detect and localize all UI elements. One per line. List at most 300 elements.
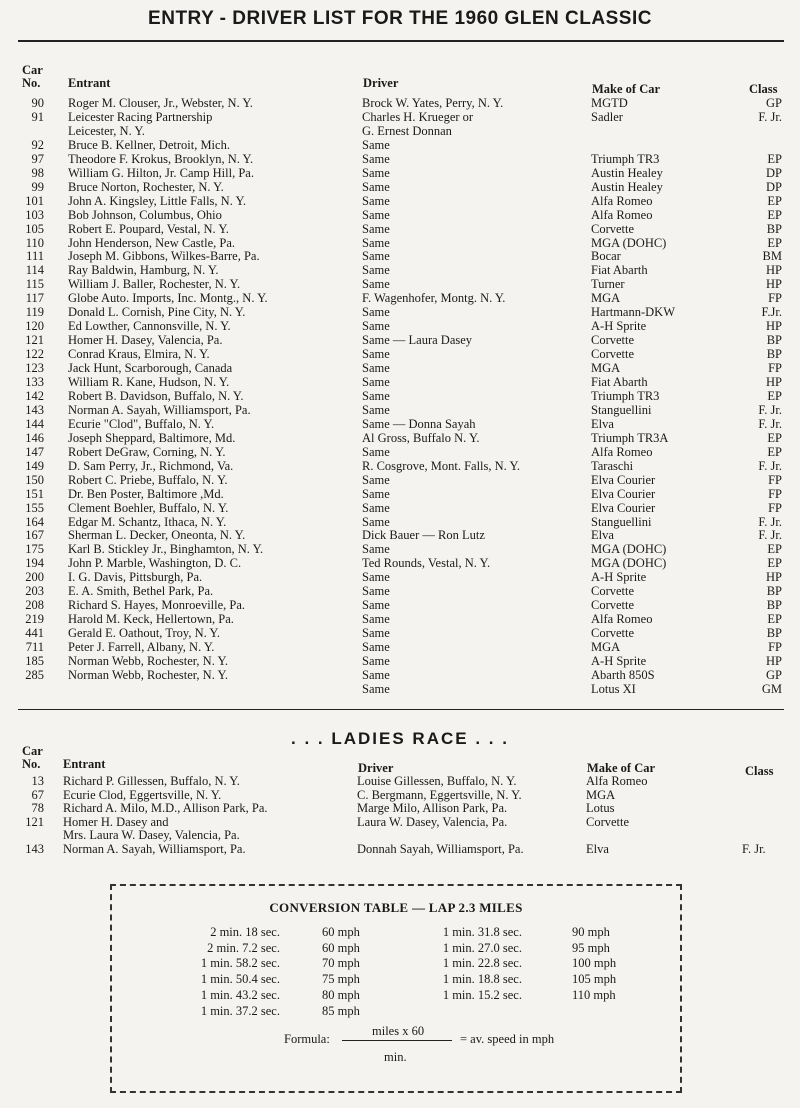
make-cell: Corvette bbox=[591, 221, 635, 236]
make-cell: Austin Healey bbox=[591, 179, 663, 194]
driver-cell: Same bbox=[362, 402, 390, 417]
class-cell: FP bbox=[768, 472, 782, 487]
driver-cell: Same bbox=[362, 388, 390, 403]
car-number: 200 bbox=[25, 570, 44, 585]
entrant-cell: Mrs. Laura W. Dasey, Valencia, Pa. bbox=[63, 828, 240, 843]
ladies-header-make: Make of Car bbox=[587, 761, 656, 775]
class-cell: HP bbox=[766, 319, 782, 334]
table-row bbox=[0, 459, 800, 474]
make-cell: Bocar bbox=[591, 249, 621, 264]
entrant-cell: Norman A. Sayah, Williamsport, Pa. bbox=[63, 842, 246, 856]
car-number: 155 bbox=[25, 500, 44, 515]
table-row bbox=[0, 152, 800, 167]
driver-cell: Same bbox=[362, 347, 390, 362]
make-cell: Triumph TR3A bbox=[591, 430, 669, 445]
lap-time: 1 min. 37.2 sec. bbox=[200, 1003, 280, 1018]
car-number: 150 bbox=[25, 472, 44, 487]
car-number: 114 bbox=[25, 263, 44, 278]
conversion-row bbox=[112, 940, 680, 956]
driver-cell: Same bbox=[362, 249, 390, 264]
make-cell: Sadler bbox=[591, 109, 623, 124]
car-number: 151 bbox=[25, 486, 44, 501]
table-row bbox=[0, 431, 800, 446]
class-cell: BP bbox=[766, 584, 782, 599]
header-entrant: Entrant bbox=[68, 76, 111, 90]
table-row bbox=[0, 333, 800, 348]
table-row bbox=[0, 626, 800, 641]
class-cell: FP bbox=[768, 486, 782, 501]
driver-cell: C. Bergmann, Eggertsville, N. Y. bbox=[357, 787, 522, 802]
header-class: Class bbox=[749, 82, 778, 96]
table-row bbox=[0, 389, 800, 404]
conversion-table bbox=[110, 884, 682, 1093]
class-cell: FP bbox=[768, 500, 782, 515]
class-cell: EP bbox=[767, 388, 782, 403]
driver-cell: Same bbox=[362, 486, 390, 501]
entrant-cell: I. G. Davis, Pittsburgh, Pa. bbox=[68, 570, 203, 585]
conversion-row bbox=[112, 1003, 680, 1019]
driver-cell: Brock W. Yates, Perry, N. Y. bbox=[362, 96, 504, 110]
driver-cell: Same bbox=[362, 514, 390, 529]
table-row bbox=[0, 528, 800, 543]
lap-time: 1 min. 22.8 sec. bbox=[442, 956, 522, 971]
table-row bbox=[0, 501, 800, 516]
entrant-cell: Karl B. Stickley Jr., Binghamton, N. Y. bbox=[68, 542, 264, 557]
speed-mph: 100 mph bbox=[572, 956, 617, 971]
entrant-cell: Leicester, N. Y. bbox=[68, 123, 145, 138]
table-row bbox=[0, 584, 800, 599]
make-cell: Stanguellini bbox=[591, 402, 652, 417]
entrant-cell: Theodore F. Krokus, Brooklyn, N. Y. bbox=[68, 151, 254, 166]
driver-cell: Same bbox=[362, 193, 390, 208]
lap-time: 1 min. 18.8 sec. bbox=[442, 972, 522, 987]
class-cell: F. Jr. bbox=[758, 402, 782, 417]
make-cell: Taraschi bbox=[591, 458, 634, 473]
driver-cell: Same bbox=[362, 598, 390, 613]
class-cell: FP bbox=[768, 640, 782, 655]
class-cell: EP bbox=[767, 235, 782, 250]
make-cell: Turner bbox=[591, 277, 625, 292]
driver-cell: Same bbox=[362, 584, 390, 599]
table-row bbox=[0, 842, 800, 857]
driver-cell: Same bbox=[362, 472, 390, 487]
car-number: 92 bbox=[31, 137, 44, 152]
car-number: 144 bbox=[25, 416, 44, 431]
car-number: 13 bbox=[31, 774, 44, 788]
make-cell: MGTD bbox=[591, 96, 628, 110]
table-row bbox=[0, 96, 800, 111]
lap-time: 2 min. 18 sec. bbox=[210, 925, 280, 939]
car-number: 147 bbox=[25, 444, 44, 459]
class-cell: GP bbox=[766, 667, 782, 682]
ladies-header-car: Car bbox=[22, 744, 43, 758]
class-cell: EP bbox=[767, 193, 782, 208]
car-number: 105 bbox=[25, 221, 44, 236]
make-cell: Lotus bbox=[586, 801, 615, 816]
class-cell: HP bbox=[766, 263, 782, 278]
driver-cell: Same bbox=[362, 221, 390, 236]
driver-cell: Dick Bauer — Ron Lutz bbox=[362, 528, 485, 543]
entrant-cell: Ray Baldwin, Hamburg, N. Y. bbox=[68, 263, 219, 278]
entrant-cell: Sherman L. Decker, Oneonta, N. Y. bbox=[68, 528, 246, 543]
entrant-cell: Donald L. Cornish, Pine City, N. Y. bbox=[68, 305, 246, 320]
table-row bbox=[0, 222, 800, 237]
table-row bbox=[0, 570, 800, 585]
driver-cell: Same bbox=[362, 375, 390, 389]
ladies-header-entrant: Entrant bbox=[63, 757, 106, 771]
make-cell: MGA bbox=[591, 361, 621, 376]
car-number: 78 bbox=[31, 801, 44, 816]
make-cell: Corvette bbox=[591, 347, 635, 362]
entrant-cell: John Henderson, New Castle, Pa. bbox=[68, 235, 235, 250]
car-number: 143 bbox=[25, 402, 44, 417]
make-cell: Corvette bbox=[591, 333, 635, 348]
entrant-cell: William R. Kane, Hudson, N. Y. bbox=[68, 375, 230, 389]
entrant-cell: Leicester Racing Partnership bbox=[68, 109, 213, 124]
table-row bbox=[0, 305, 800, 320]
class-cell: BP bbox=[766, 626, 782, 641]
entrant-cell: Ecurie Clod, Eggertsville, N. Y. bbox=[63, 787, 222, 802]
entrant-cell: Richard A. Milo, M.D., Allison Park, Pa. bbox=[63, 801, 268, 816]
car-number: 133 bbox=[25, 375, 44, 389]
car-number: 90 bbox=[31, 96, 44, 110]
entrant-cell: Bruce B. Kellner, Detroit, Mich. bbox=[68, 137, 230, 152]
table-row bbox=[0, 403, 800, 418]
driver-cell: Same bbox=[362, 277, 390, 292]
driver-cell: Same bbox=[362, 207, 390, 222]
make-cell: MGA (DOHC) bbox=[591, 556, 667, 571]
make-cell: Austin Healey bbox=[591, 165, 663, 180]
driver-cell: Same bbox=[362, 667, 390, 682]
driver-cell: Same bbox=[362, 626, 390, 641]
entrant-cell: Norman A. Sayah, Williamsport, Pa. bbox=[68, 402, 251, 417]
table-row bbox=[0, 110, 800, 125]
make-cell: Lotus XI bbox=[591, 681, 636, 696]
make-cell: Alfa Romeo bbox=[591, 207, 653, 222]
lap-time: 2 min. 7.2 sec. bbox=[207, 940, 280, 955]
car-number: 101 bbox=[25, 193, 44, 208]
driver-cell: Same bbox=[362, 654, 390, 668]
class-cell: F. Jr. bbox=[758, 514, 782, 529]
entrant-cell: Richard P. Gillessen, Buffalo, N. Y. bbox=[63, 774, 240, 788]
conversion-title: CONVERSION TABLE — LAP 2.3 MILES bbox=[269, 900, 523, 915]
class-cell: BP bbox=[766, 347, 782, 362]
entrant-cell: Gerald E. Oathout, Troy, N. Y. bbox=[68, 626, 220, 641]
entrant-cell: Peter J. Farrell, Albany, N. Y. bbox=[68, 640, 215, 655]
car-number: 110 bbox=[25, 235, 44, 250]
lap-time: 1 min. 27.0 sec. bbox=[442, 940, 522, 955]
entrant-cell: Ecurie "Clod", Buffalo, N. Y. bbox=[68, 416, 215, 431]
lap-time: 1 min. 50.4 sec. bbox=[200, 972, 280, 987]
conversion-row bbox=[112, 924, 680, 940]
car-number: 143 bbox=[25, 842, 44, 856]
speed-mph: 95 mph bbox=[572, 940, 610, 955]
entrant-cell: Norman Webb, Rochester, N. Y. bbox=[68, 654, 229, 668]
entrant-cell: Bob Johnson, Columbus, Ohio bbox=[68, 207, 222, 222]
table-row bbox=[0, 319, 800, 334]
table-row bbox=[0, 166, 800, 181]
make-cell: Alfa Romeo bbox=[591, 612, 653, 627]
table-row bbox=[0, 124, 800, 139]
driver-cell: F. Wagenhofer, Montg. N. Y. bbox=[362, 291, 506, 306]
entrant-cell: D. Sam Perry, Jr., Richmond, Va. bbox=[68, 458, 234, 473]
class-cell: F.Jr. bbox=[761, 305, 782, 320]
driver-cell: Same bbox=[362, 235, 390, 250]
make-cell: A-H Sprite bbox=[591, 654, 647, 668]
make-cell: Elva bbox=[591, 528, 614, 543]
class-cell: F. Jr. bbox=[758, 416, 782, 431]
car-number: 164 bbox=[25, 514, 44, 529]
lap-time: 1 min. 58.2 sec. bbox=[200, 956, 280, 971]
entrant-cell: Richard S. Hayes, Monroeville, Pa. bbox=[68, 598, 246, 613]
car-number: 117 bbox=[25, 291, 44, 306]
car-number: 99 bbox=[31, 179, 44, 194]
driver-cell: Same bbox=[362, 542, 390, 557]
car-number: 219 bbox=[25, 612, 44, 627]
table-row bbox=[0, 542, 800, 557]
table-row bbox=[0, 249, 800, 264]
car-number: 67 bbox=[31, 787, 44, 802]
make-cell: Triumph TR3 bbox=[591, 151, 660, 166]
table-row bbox=[0, 668, 800, 683]
driver-cell: Same — Laura Dasey bbox=[362, 333, 473, 348]
conversion-row bbox=[112, 955, 680, 971]
conversion-row bbox=[112, 971, 680, 987]
class-cell: EP bbox=[767, 430, 782, 445]
table-row bbox=[0, 180, 800, 195]
entrant-cell: Norman Webb, Rochester, N. Y. bbox=[68, 667, 229, 682]
car-number: 91 bbox=[31, 109, 44, 124]
table-row bbox=[0, 194, 800, 209]
make-cell: Triumph TR3 bbox=[591, 388, 660, 403]
lap-time: 1 min. 31.8 sec. bbox=[442, 925, 522, 939]
make-cell: Corvette bbox=[591, 626, 635, 641]
table-row bbox=[0, 208, 800, 223]
driver-cell: R. Cosgrove, Mont. Falls, N. Y. bbox=[362, 458, 521, 473]
entrant-cell: Clement Boehler, Buffalo, N. Y. bbox=[68, 500, 229, 515]
formula-denominator: min. bbox=[384, 1050, 407, 1064]
make-cell: Alfa Romeo bbox=[591, 444, 653, 459]
make-cell: MGA (DOHC) bbox=[591, 235, 667, 250]
table-row bbox=[0, 291, 800, 306]
entrant-cell: Harold M. Keck, Hellertown, Pa. bbox=[68, 612, 234, 627]
entrant-cell: Jack Hunt, Scarborough, Canada bbox=[68, 361, 233, 376]
table-row bbox=[0, 347, 800, 362]
car-number: 711 bbox=[25, 640, 44, 655]
make-cell: Elva bbox=[586, 842, 609, 856]
car-number: 97 bbox=[31, 151, 44, 166]
make-cell: Corvette bbox=[591, 598, 635, 613]
make-cell: Elva Courier bbox=[591, 486, 656, 501]
class-cell: F. Jr. bbox=[742, 842, 766, 856]
make-cell: Abarth 850S bbox=[591, 667, 655, 682]
class-cell: BP bbox=[766, 221, 782, 236]
lap-time: 1 min. 43.2 sec. bbox=[200, 987, 280, 1002]
table-row bbox=[0, 277, 800, 292]
car-number: 149 bbox=[25, 458, 44, 473]
driver-cell: Same bbox=[362, 612, 390, 627]
make-cell: Corvette bbox=[591, 584, 635, 599]
entrant-cell: Robert DeGraw, Corning, N. Y. bbox=[68, 444, 226, 459]
table-row bbox=[0, 473, 800, 488]
entrant-cell: Robert C. Priebe, Buffalo, N. Y. bbox=[68, 472, 228, 487]
make-cell: A-H Sprite bbox=[591, 570, 647, 585]
table-row bbox=[0, 361, 800, 376]
formula-numerator: miles x 60 bbox=[372, 1024, 425, 1038]
title-rule bbox=[18, 40, 784, 42]
car-number: 103 bbox=[25, 207, 44, 222]
speed-mph: 80 mph bbox=[322, 987, 360, 1002]
speed-mph: 60 mph bbox=[322, 925, 360, 939]
class-cell: F. Jr. bbox=[758, 458, 782, 473]
driver-cell: Donnah Sayah, Williamsport, Pa. bbox=[357, 842, 524, 856]
entrant-cell: Ed Lowther, Cannonsville, N. Y. bbox=[68, 319, 231, 334]
header-make: Make of Car bbox=[592, 82, 661, 96]
entrant-cell: Globe Auto. Imports, Inc. Montg., N. Y. bbox=[68, 291, 268, 306]
car-number: 146 bbox=[25, 430, 44, 445]
speed-mph: 75 mph bbox=[322, 972, 360, 987]
class-cell: BP bbox=[766, 333, 782, 348]
entrant-cell: Homer H. Dasey, Valencia, Pa. bbox=[68, 333, 223, 348]
entrant-cell: Joseph Sheppard, Baltimore, Md. bbox=[68, 430, 236, 445]
entrant-cell: Joseph M. Gibbons, Wilkes-Barre, Pa. bbox=[68, 249, 260, 264]
driver-cell: Same bbox=[362, 570, 390, 585]
driver-cell: Laura W. Dasey, Valencia, Pa. bbox=[357, 814, 508, 829]
table-row bbox=[0, 263, 800, 278]
entrant-cell: Dr. Ben Poster, Baltimore ,Md. bbox=[68, 486, 224, 501]
car-number: 119 bbox=[25, 305, 44, 320]
table-row bbox=[0, 556, 800, 571]
class-cell: HP bbox=[766, 277, 782, 292]
class-cell: EP bbox=[767, 556, 782, 571]
formula-fraction-bar bbox=[342, 1040, 452, 1041]
table-row bbox=[0, 236, 800, 251]
formula-label: Formula: bbox=[284, 1032, 330, 1046]
table-row bbox=[0, 375, 800, 390]
car-number: 285 bbox=[25, 667, 44, 682]
class-cell: BP bbox=[766, 598, 782, 613]
header-car: Car bbox=[22, 63, 43, 77]
ladies-header-driver: Driver bbox=[358, 761, 394, 775]
table-row bbox=[0, 445, 800, 460]
table-row bbox=[0, 515, 800, 530]
table-row bbox=[0, 138, 800, 153]
car-number: 115 bbox=[25, 277, 44, 292]
make-cell: Elva Courier bbox=[591, 472, 656, 487]
make-cell: A-H Sprite bbox=[591, 319, 647, 334]
driver-cell: Same bbox=[362, 263, 390, 278]
class-cell: EP bbox=[767, 542, 782, 557]
class-cell: HP bbox=[766, 654, 782, 668]
speed-mph: 70 mph bbox=[322, 956, 360, 971]
driver-cell: Same bbox=[362, 165, 390, 180]
speed-mph: 90 mph bbox=[572, 925, 610, 939]
entrant-cell: Robert E. Poupard, Vestal, N. Y. bbox=[68, 221, 229, 236]
driver-cell: G. Ernest Donnan bbox=[362, 123, 452, 138]
entrant-cell: Bruce Norton, Rochester, N. Y. bbox=[68, 179, 224, 194]
car-number: 111 bbox=[26, 249, 44, 264]
header-no: No. bbox=[22, 76, 41, 90]
conversion-row bbox=[112, 987, 680, 1003]
table-row bbox=[0, 598, 800, 613]
class-cell: F. Jr. bbox=[758, 109, 782, 124]
driver-cell: Same bbox=[362, 305, 390, 320]
car-number: 120 bbox=[25, 319, 44, 334]
class-cell: F. Jr. bbox=[758, 528, 782, 543]
make-cell: Elva bbox=[591, 416, 614, 431]
entrant-cell: Homer H. Dasey and bbox=[63, 814, 169, 829]
entrant-cell: Edgar M. Schantz, Ithaca, N. Y. bbox=[68, 514, 227, 529]
section-rule bbox=[18, 709, 784, 710]
table-row bbox=[0, 487, 800, 502]
class-cell: HP bbox=[766, 570, 782, 585]
class-cell: EP bbox=[767, 207, 782, 222]
class-cell: BM bbox=[762, 249, 782, 264]
entrant-cell: Robert B. Davidson, Buffalo, N. Y. bbox=[68, 388, 244, 403]
class-cell: EP bbox=[767, 151, 782, 166]
class-cell: FP bbox=[768, 291, 782, 306]
class-cell: EP bbox=[767, 444, 782, 459]
speed-mph: 60 mph bbox=[322, 940, 360, 955]
table-row bbox=[0, 640, 800, 655]
class-cell: FP bbox=[768, 361, 782, 376]
entrant-cell: E. A. Smith, Bethel Park, Pa. bbox=[68, 584, 214, 599]
driver-cell: Same bbox=[362, 361, 390, 376]
make-cell: MGA (DOHC) bbox=[591, 542, 667, 557]
table-row bbox=[0, 612, 800, 627]
make-cell: Corvette bbox=[586, 814, 630, 829]
car-number: 167 bbox=[25, 528, 44, 543]
speed-mph: 110 mph bbox=[572, 987, 616, 1002]
driver-cell: Al Gross, Buffalo N. Y. bbox=[362, 430, 480, 445]
class-cell: EP bbox=[767, 612, 782, 627]
driver-cell: Same — Donna Sayah bbox=[362, 416, 476, 431]
page-title: ENTRY - DRIVER LIST FOR THE 1960 GLEN CLASSIC bbox=[148, 8, 652, 29]
table-row bbox=[0, 654, 800, 669]
driver-cell: Charles H. Krueger or bbox=[362, 109, 474, 124]
table-row bbox=[0, 682, 800, 697]
class-cell: DP bbox=[766, 165, 782, 180]
speed-mph: 85 mph bbox=[322, 1003, 360, 1018]
make-cell: Hartmann-DKW bbox=[591, 305, 675, 320]
driver-cell: Same bbox=[362, 319, 390, 334]
make-cell: Elva Courier bbox=[591, 500, 656, 515]
driver-cell: Marge Milo, Allison Park, Pa. bbox=[357, 801, 508, 816]
car-number: 194 bbox=[25, 556, 44, 571]
car-number: 123 bbox=[25, 361, 44, 376]
driver-cell: Same bbox=[362, 500, 390, 515]
driver-cell: Same bbox=[362, 151, 390, 166]
entrant-cell: Conrad Kraus, Elmira, N. Y. bbox=[68, 347, 210, 362]
class-cell: GM bbox=[761, 681, 782, 696]
make-cell: MGA bbox=[586, 787, 616, 802]
car-number: 98 bbox=[31, 165, 44, 180]
make-cell: Fiat Abarth bbox=[591, 263, 648, 278]
car-number: 185 bbox=[25, 654, 44, 668]
car-number: 142 bbox=[25, 388, 44, 403]
entrant-cell: William G. Hilton, Jr. Camp Hill, Pa. bbox=[68, 165, 254, 180]
entrant-cell: John P. Marble, Washington, D. C. bbox=[68, 556, 242, 571]
class-cell: GP bbox=[766, 96, 782, 110]
formula-result: = av. speed in mph bbox=[460, 1032, 555, 1046]
driver-cell: Same bbox=[362, 640, 390, 655]
make-cell: Alfa Romeo bbox=[591, 193, 653, 208]
driver-cell: Same bbox=[362, 179, 390, 194]
ladies-header-no: No. bbox=[22, 757, 41, 771]
header-driver: Driver bbox=[363, 76, 399, 90]
entrant-cell: John A. Kingsley, Little Falls, N. Y. bbox=[68, 193, 247, 208]
make-cell: Stanguellini bbox=[591, 514, 652, 529]
